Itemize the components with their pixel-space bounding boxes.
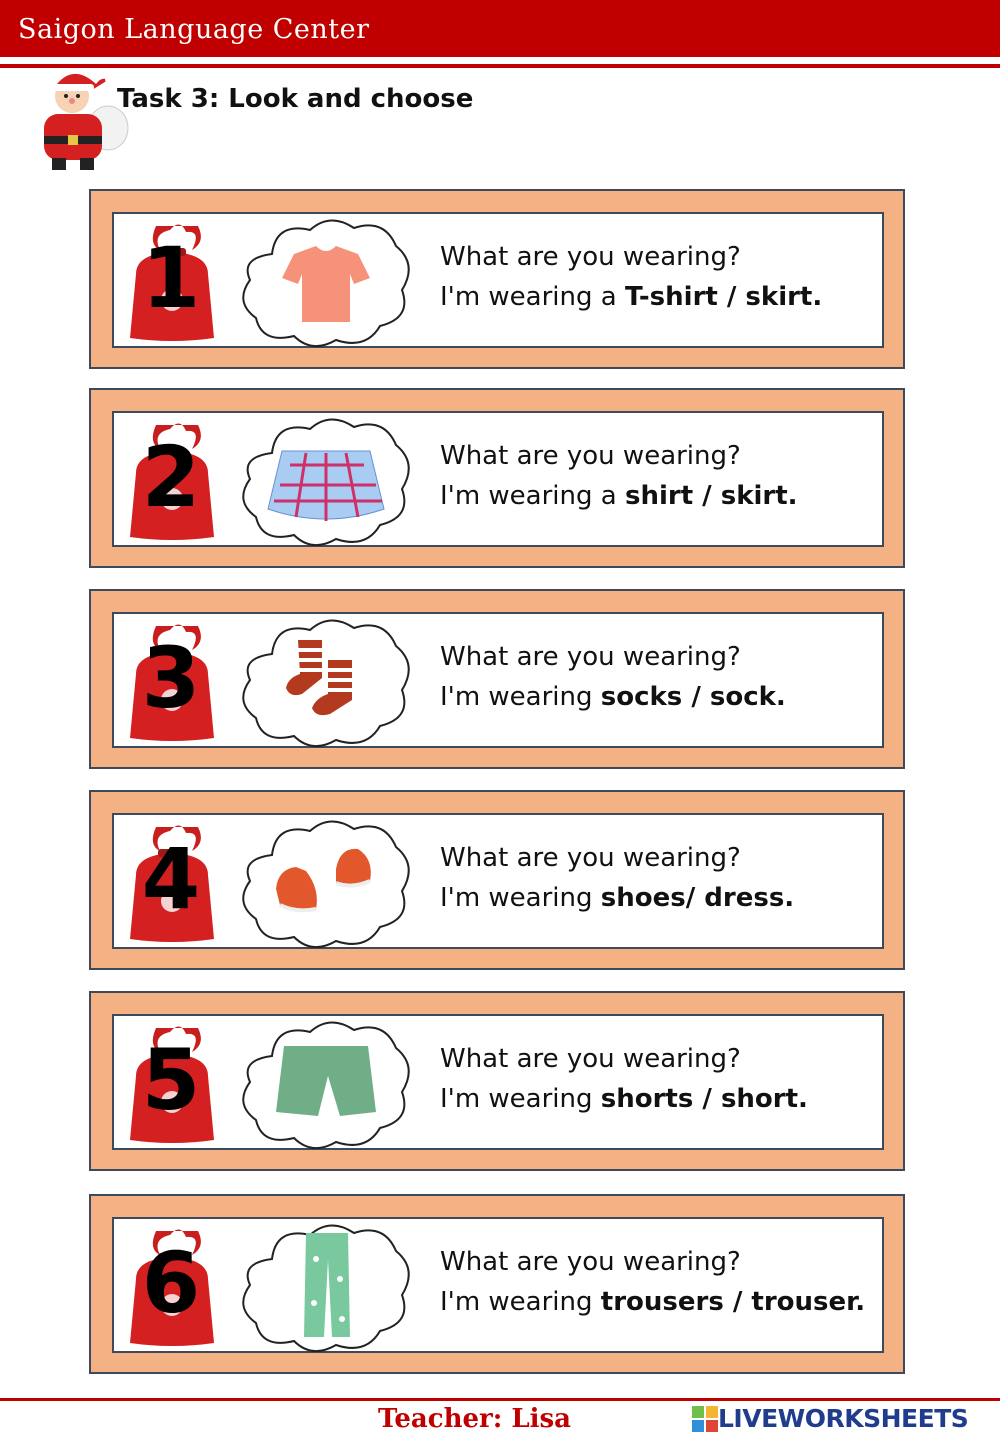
answer-prefix: I'm wearing	[440, 1084, 601, 1114]
item-number: 3	[141, 629, 201, 727]
exercise-card	[89, 589, 905, 769]
item-number: 1	[141, 229, 201, 327]
thought-cloud	[236, 1016, 416, 1152]
liveworksheets-logo	[692, 1404, 968, 1433]
answer-prefix: I'm wearing	[440, 682, 601, 712]
answer-line	[440, 282, 822, 312]
answer-prefix: I'm wearing	[440, 883, 601, 913]
teacher-name: Teacher: Lisa	[378, 1404, 572, 1434]
question-text: What are you wearing?	[440, 441, 741, 471]
exercise-card-inner	[112, 612, 884, 748]
skirt-icon	[268, 451, 384, 521]
thought-cloud	[236, 413, 416, 549]
question-text: What are you wearing?	[440, 242, 741, 272]
answer-choice[interactable]: trousers / trouser.	[600, 1287, 866, 1317]
item-number: 4	[141, 830, 201, 928]
exercise-card	[89, 1194, 905, 1374]
brand-text: LIVEWORKSHEETS	[718, 1404, 969, 1433]
answer-line	[440, 682, 786, 712]
answer-choice[interactable]: shirt / skirt.	[624, 481, 798, 511]
answer-line	[440, 481, 798, 511]
answer-choice[interactable]: T-shirt / skirt.	[624, 282, 823, 312]
thought-cloud	[236, 1219, 416, 1355]
question-text: What are you wearing?	[440, 1044, 741, 1074]
task-title: Task 3: Look and choose	[117, 84, 474, 114]
answer-prefix: I'm wearing a	[440, 282, 625, 312]
answer-line	[440, 883, 794, 913]
exercise-card-inner	[112, 411, 884, 547]
answer-choice[interactable]: shorts / short.	[600, 1084, 808, 1114]
exercise-card	[89, 189, 905, 369]
header-title: Saigon Language Center	[18, 14, 370, 45]
exercise-card-inner	[112, 1217, 884, 1353]
item-number: 6	[141, 1234, 201, 1332]
exercise-card	[89, 991, 905, 1171]
thought-cloud	[236, 214, 416, 350]
answer-line	[440, 1287, 865, 1317]
answer-choice[interactable]: shoes/ dress.	[600, 883, 795, 913]
item-number: 2	[141, 428, 201, 526]
header-divider	[0, 64, 1000, 68]
liveworksheets-logo-icon	[692, 1406, 718, 1432]
answer-choice[interactable]: socks / sock.	[600, 682, 786, 712]
exercise-card	[89, 388, 905, 568]
thought-cloud	[236, 815, 416, 951]
question-text: What are you wearing?	[440, 843, 741, 873]
exercise-card-inner	[112, 813, 884, 949]
exercise-card-inner	[112, 212, 884, 348]
exercise-card-inner	[112, 1014, 884, 1150]
answer-prefix: I'm wearing a	[440, 481, 625, 511]
exercise-card	[89, 790, 905, 970]
footer-divider	[0, 1398, 1000, 1401]
thought-cloud	[236, 614, 416, 750]
answer-line	[440, 1084, 808, 1114]
question-text: What are you wearing?	[440, 1247, 741, 1277]
question-text: What are you wearing?	[440, 642, 741, 672]
item-number: 5	[141, 1031, 201, 1129]
answer-prefix: I'm wearing	[440, 1287, 601, 1317]
santa-icon	[22, 66, 132, 174]
